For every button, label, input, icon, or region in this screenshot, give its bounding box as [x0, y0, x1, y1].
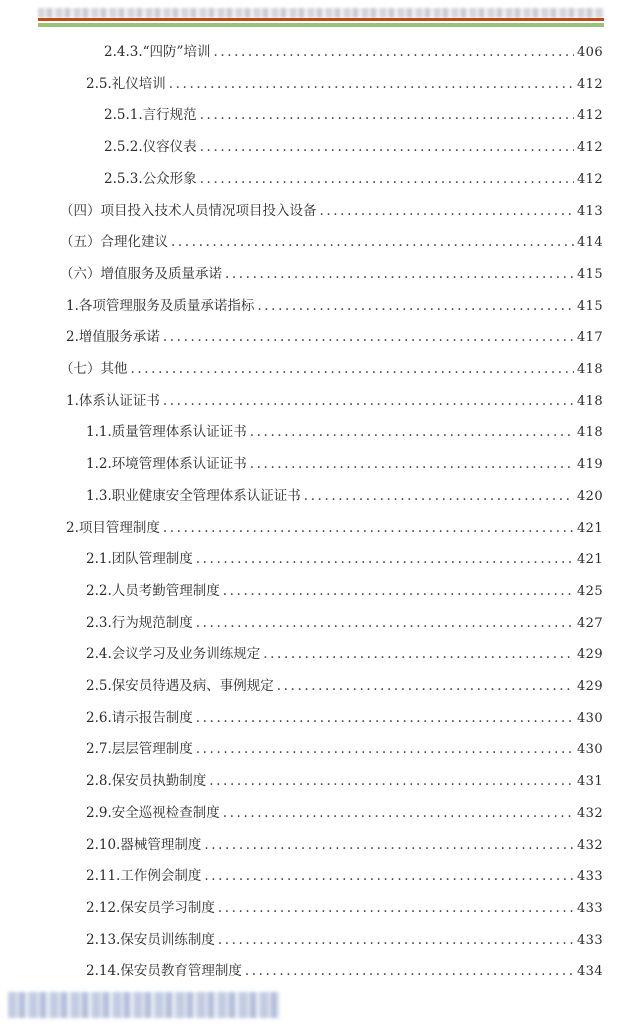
- toc-entry[interactable]: [86, 420, 603, 442]
- toc-entry-title: 1.3.职业健康安全管理体系认证证书: [86, 487, 301, 504]
- dot-leader: [209, 773, 574, 789]
- toc-entry-page: 412: [576, 108, 603, 124]
- toc-entry-title: 2.7.层层管理制度: [86, 741, 193, 758]
- toc-entry-title: 2.1.团队管理制度: [86, 551, 193, 568]
- toc-entry-page: 420: [576, 488, 603, 504]
- dot-leader: [200, 139, 574, 155]
- toc-entry-title: （七）其他: [60, 361, 128, 377]
- blurred-footer-text: [8, 992, 280, 1018]
- toc-entry-title: 1.1.质量管理体系认证证书: [86, 424, 247, 441]
- toc-entry[interactable]: [86, 642, 603, 664]
- toc-entry-page: 421: [576, 552, 603, 568]
- toc-entry-title: 2.增值服务承诺: [66, 329, 160, 346]
- toc-entry-title: 2.2.人员考勤管理制度: [86, 582, 220, 599]
- dot-leader: [277, 678, 574, 694]
- toc-entry-page: 414: [576, 235, 603, 251]
- header-rule-green: [38, 23, 604, 27]
- toc-entry-title: 2.4.3.“四防”培训: [104, 44, 211, 60]
- toc-entry-page: 413: [576, 203, 603, 219]
- toc-entry-title: 2.11.工作例会制度: [86, 868, 202, 885]
- dot-leader: [163, 393, 574, 409]
- toc-entry-page: 415: [576, 298, 603, 314]
- dot-leader: [196, 710, 574, 726]
- toc-entry-title: 2.9.安全巡视检查制度: [86, 804, 220, 821]
- toc-entry[interactable]: [86, 801, 603, 823]
- dot-leader: [263, 646, 574, 662]
- toc-entry-title: 2.14.保安员教育管理制度: [86, 963, 242, 980]
- toc-entry[interactable]: [86, 706, 603, 728]
- dot-leader: [196, 615, 574, 631]
- dot-leader: [131, 361, 574, 377]
- toc-entry-title: （六）增值服务及质量承诺: [60, 265, 222, 282]
- toc-entry-page: 427: [576, 615, 603, 631]
- toc-entry-page: 433: [576, 869, 603, 885]
- toc-entry[interactable]: [86, 864, 603, 886]
- toc-entry-title: 2.5.1.言行规范: [104, 107, 197, 124]
- toc-entry[interactable]: [86, 959, 603, 981]
- toc-entry-title: 2.3.行为规范制度: [86, 614, 193, 631]
- dot-leader: [204, 868, 574, 884]
- toc-entry-title: 1.体系认证证书: [66, 392, 160, 409]
- toc-entry-title: 2.10.器械管理制度: [86, 836, 202, 853]
- toc-entry[interactable]: [66, 389, 603, 411]
- dot-leader: [304, 488, 574, 504]
- dot-leader: [257, 298, 574, 314]
- dot-leader: [200, 107, 574, 123]
- toc-entry[interactable]: [60, 199, 603, 221]
- toc-entry-title: 1.各项管理服务及质量承诺指标: [66, 297, 255, 314]
- toc-entry-page: 433: [576, 900, 603, 916]
- toc-entry-title: 2.12.保安员学习制度: [86, 899, 215, 916]
- toc-entry[interactable]: [86, 452, 603, 474]
- toc-entry-page: 434: [576, 964, 603, 980]
- toc-entry-title: 2.5.保安员待遇及病、事例规定: [86, 678, 274, 694]
- toc-entry-page: 418: [576, 425, 603, 441]
- toc-entry-title: 2.8.保安员执勤制度: [86, 773, 207, 790]
- toc-entry[interactable]: [60, 230, 603, 252]
- toc-entry-page: 418: [576, 393, 603, 409]
- toc-entry-title: 2.5.2.仪容仪表: [104, 139, 197, 156]
- toc-entry-page: 432: [576, 837, 603, 853]
- toc-entry[interactable]: [86, 484, 603, 506]
- dot-leader: [171, 234, 574, 250]
- toc-entry[interactable]: [66, 294, 603, 316]
- toc-entry-page: 419: [576, 457, 603, 473]
- toc-entry[interactable]: [86, 928, 603, 950]
- toc-entry[interactable]: [104, 135, 603, 157]
- toc-entry-page: 412: [576, 140, 603, 156]
- dot-leader: [250, 456, 574, 472]
- toc-entry-page: 421: [576, 520, 603, 536]
- toc-entry-title: 2.13.保安员训练制度: [86, 931, 215, 948]
- toc-entry[interactable]: [104, 167, 603, 189]
- toc-entry-title: 2.4.会议学习及业务训练规定: [86, 646, 261, 663]
- toc-entry[interactable]: [86, 674, 603, 696]
- toc-entry[interactable]: [60, 262, 603, 284]
- toc-entry[interactable]: [86, 547, 603, 569]
- toc-entry-page: 429: [576, 679, 603, 694]
- toc-entry[interactable]: [86, 769, 603, 791]
- toc-entry-title: 2.6.请示报告制度: [86, 709, 193, 726]
- toc-entry[interactable]: [86, 833, 603, 855]
- toc-entry[interactable]: [86, 611, 603, 633]
- dot-leader: [213, 44, 574, 60]
- dot-leader: [196, 551, 574, 567]
- toc-entry[interactable]: [86, 579, 603, 601]
- toc-entry-page: 406: [576, 45, 603, 60]
- toc-entry-title: 2.项目管理制度: [66, 519, 160, 536]
- toc-entry[interactable]: [86, 737, 603, 759]
- toc-entry[interactable]: [66, 325, 603, 347]
- toc-entry[interactable]: [104, 40, 603, 62]
- dot-leader: [163, 329, 574, 345]
- toc-entry-title: 2.5.3.公众形象: [104, 170, 197, 187]
- dot-leader: [169, 76, 574, 92]
- dot-leader: [250, 424, 574, 440]
- dot-leader: [223, 805, 574, 821]
- toc-entry-page: 429: [576, 647, 603, 663]
- dot-leader: [320, 203, 574, 219]
- dot-leader: [200, 171, 574, 187]
- dot-leader: [163, 520, 574, 536]
- toc-entry-page: 417: [576, 330, 603, 346]
- toc-entry[interactable]: [86, 72, 603, 94]
- blurred-header-text: [38, 8, 604, 18]
- dot-leader: [218, 932, 574, 948]
- toc-entry-title: （四）项目投入技术人员情况项目投入设备: [60, 202, 317, 219]
- dot-leader: [218, 900, 574, 916]
- toc-entry[interactable]: [66, 516, 603, 538]
- toc-entry-page: 412: [576, 76, 603, 92]
- dot-leader: [245, 963, 574, 979]
- toc-entry[interactable]: [104, 103, 603, 125]
- header-rule-orange: [38, 18, 604, 21]
- toc-entry-page: 412: [576, 171, 603, 187]
- toc-entry-page: 418: [576, 362, 603, 377]
- toc-entry-title: 1.2.环境管理体系认证证书: [86, 456, 247, 473]
- toc-entry-page: 430: [576, 710, 603, 726]
- dot-leader: [223, 583, 574, 599]
- toc-entry[interactable]: [60, 357, 603, 379]
- toc-entry-page: 425: [576, 583, 603, 599]
- toc-entry-page: 431: [576, 774, 603, 790]
- dot-leader: [204, 837, 574, 853]
- toc-entry-page: 415: [576, 266, 603, 282]
- toc-entry-title: 2.5.礼仪培训: [86, 75, 166, 92]
- dot-leader: [225, 266, 574, 282]
- toc-entry-title: （五）合理化建议: [60, 234, 168, 251]
- toc-entry-page: 430: [576, 742, 603, 758]
- dot-leader: [196, 741, 574, 757]
- toc-entry-page: 433: [576, 932, 603, 948]
- toc-entry[interactable]: [86, 896, 603, 918]
- toc-entry-page: 432: [576, 805, 603, 821]
